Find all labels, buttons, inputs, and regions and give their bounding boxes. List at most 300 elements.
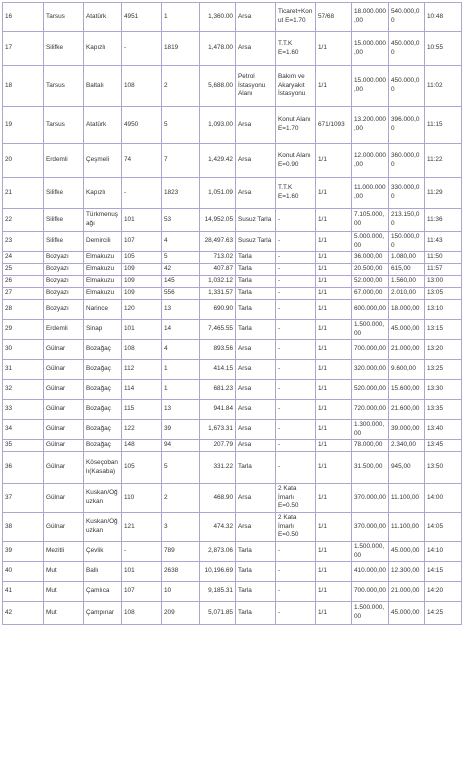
parcel-number-cell: 94 <box>162 440 200 452</box>
area-cell: 2,873.06 <box>200 542 236 562</box>
neighborhood-cell: Türkmenuşağı <box>84 209 122 232</box>
table-row <box>3 340 462 360</box>
area-cell: 893.56 <box>200 340 236 360</box>
table-row <box>3 320 462 340</box>
share-cell: 1/1 <box>316 513 352 542</box>
auction-time-cell: 13:30 <box>425 380 462 400</box>
parcel-number-cell: 5 <box>162 252 200 264</box>
parcel-number-cell: 4 <box>162 340 200 360</box>
table-row <box>3 178 462 209</box>
table-row <box>3 513 462 542</box>
property-type-cell: Arsa <box>236 3 276 32</box>
district-cell: Silifke <box>44 209 84 232</box>
parcel-number-cell: 1 <box>162 360 200 380</box>
estimated-value-cell: 11.000.000,00 <box>352 178 389 209</box>
block-number-cell: 114 <box>122 380 162 400</box>
district-cell: Mut <box>44 562 84 582</box>
auction-time-cell: 14:05 <box>425 513 462 542</box>
block-number-cell: 74 <box>122 144 162 178</box>
zoning-status-cell: Bakım ve Akaryakıt İstasyonu <box>276 66 316 107</box>
parcel-number-cell: 145 <box>162 276 200 288</box>
property-type-cell: Arsa <box>236 400 276 420</box>
table-row <box>3 300 462 320</box>
block-number-cell: 108 <box>122 602 162 625</box>
share-cell: 1/1 <box>316 252 352 264</box>
deposit-cell: 450.000,00 <box>389 66 425 107</box>
deposit-cell: 1.080,00 <box>389 252 425 264</box>
area-cell: 1,429.42 <box>200 144 236 178</box>
neighborhood-cell: Köseçobanlı(Kasaba) <box>84 452 122 484</box>
row-number-cell: 18 <box>3 66 44 107</box>
auction-time-cell: 11:50 <box>425 252 462 264</box>
auction-time-cell: 11:36 <box>425 209 462 232</box>
block-number-cell: 4951 <box>122 3 162 32</box>
property-type-cell: Tarla <box>236 264 276 276</box>
zoning-status-cell: - <box>276 562 316 582</box>
neighborhood-cell: Çamlıca <box>84 582 122 602</box>
estimated-value-cell: 67.000,00 <box>352 288 389 300</box>
row-number-cell: 42 <box>3 602 44 625</box>
auction-time-cell: 11:22 <box>425 144 462 178</box>
property-type-cell: Arsa <box>236 380 276 400</box>
auction-time-cell: 13:05 <box>425 288 462 300</box>
area-cell: 474.32 <box>200 513 236 542</box>
block-number-cell: 105 <box>122 252 162 264</box>
table-row <box>3 144 462 178</box>
zoning-status-cell: - <box>276 209 316 232</box>
neighborhood-cell: Kuskan/Oğuzkan <box>84 484 122 513</box>
parcel-number-cell: 39 <box>162 420 200 440</box>
district-cell: Silifke <box>44 232 84 252</box>
row-number-cell: 31 <box>3 360 44 380</box>
district-cell: Gülnar <box>44 452 84 484</box>
zoning-status-cell: T.T.K E=1.60 <box>276 178 316 209</box>
parcel-number-cell: 556 <box>162 288 200 300</box>
neighborhood-cell: Baltalı <box>84 66 122 107</box>
area-cell: 1,673.31 <box>200 420 236 440</box>
row-number-cell: 39 <box>3 542 44 562</box>
share-cell: 1/1 <box>316 542 352 562</box>
block-number-cell: - <box>122 32 162 66</box>
auction-time-cell: 14:15 <box>425 562 462 582</box>
estimated-value-cell: 1.500.000,00 <box>352 602 389 625</box>
share-cell: 1/1 <box>316 340 352 360</box>
share-cell: 1/1 <box>316 602 352 625</box>
share-cell: 1/1 <box>316 66 352 107</box>
row-number-cell: 22 <box>3 209 44 232</box>
zoning-status-cell: 2 Kata İmarlı E=0.50 <box>276 513 316 542</box>
table-row <box>3 440 462 452</box>
deposit-cell: 21.600,00 <box>389 400 425 420</box>
share-cell: 1/1 <box>316 484 352 513</box>
district-cell: Bozyazı <box>44 264 84 276</box>
zoning-status-cell: - <box>276 232 316 252</box>
table-row <box>3 542 462 562</box>
row-number-cell: 23 <box>3 232 44 252</box>
deposit-cell: 39.000,00 <box>389 420 425 440</box>
table-row <box>3 360 462 380</box>
neighborhood-cell: Elmakuzu <box>84 276 122 288</box>
district-cell: Tarsus <box>44 107 84 144</box>
table-row <box>3 3 462 32</box>
neighborhood-cell: Atatürk <box>84 3 122 32</box>
area-cell: 681.23 <box>200 380 236 400</box>
area-cell: 468.90 <box>200 484 236 513</box>
parcel-number-cell: 789 <box>162 542 200 562</box>
estimated-value-cell: 1.500.000,00 <box>352 320 389 340</box>
zoning-status-cell: 2 Kata İmarlı E=0.50 <box>276 484 316 513</box>
area-cell: 10,196.69 <box>200 562 236 582</box>
row-number-cell: 38 <box>3 513 44 542</box>
area-cell: 28,497.63 <box>200 232 236 252</box>
area-cell: 690.90 <box>200 300 236 320</box>
district-cell: Gülnar <box>44 340 84 360</box>
deposit-cell: 945,00 <box>389 452 425 484</box>
estimated-value-cell: 20.500,00 <box>352 264 389 276</box>
share-cell: 1/1 <box>316 300 352 320</box>
deposit-cell: 45.000,00 <box>389 542 425 562</box>
auction-table <box>2 2 462 625</box>
area-cell: 14,952.05 <box>200 209 236 232</box>
share-cell: 1/1 <box>316 288 352 300</box>
share-cell: 1/1 <box>316 209 352 232</box>
deposit-cell: 15.600,00 <box>389 380 425 400</box>
neighborhood-cell: Kapızlı <box>84 32 122 66</box>
neighborhood-cell: Elmakuzu <box>84 288 122 300</box>
block-number-cell: 109 <box>122 264 162 276</box>
district-cell: Bozyazı <box>44 276 84 288</box>
estimated-value-cell: 18.000.000,00 <box>352 3 389 32</box>
share-cell: 1/1 <box>316 582 352 602</box>
property-type-cell: Tarla <box>236 300 276 320</box>
row-number-cell: 33 <box>3 400 44 420</box>
block-number-cell: 112 <box>122 360 162 380</box>
row-number-cell: 41 <box>3 582 44 602</box>
table-row <box>3 420 462 440</box>
property-type-cell: Tarla <box>236 562 276 582</box>
property-type-cell: Tarla <box>236 542 276 562</box>
table-row <box>3 66 462 107</box>
district-cell: Tarsus <box>44 66 84 107</box>
auction-time-cell: 14:10 <box>425 542 462 562</box>
zoning-status-cell: - <box>276 400 316 420</box>
parcel-number-cell: 209 <box>162 602 200 625</box>
district-cell: Silifke <box>44 32 84 66</box>
parcel-number-cell: 2 <box>162 66 200 107</box>
zoning-status-cell: T.T.K E=1.60 <box>276 32 316 66</box>
table-row <box>3 400 462 420</box>
property-type-cell: Tarla <box>236 602 276 625</box>
zoning-status-cell: Konut Alanı E=0.90 <box>276 144 316 178</box>
neighborhood-cell: Atatürk <box>84 107 122 144</box>
share-cell: 671/1093 <box>316 107 352 144</box>
estimated-value-cell: 1.300.000,00 <box>352 420 389 440</box>
row-number-cell: 20 <box>3 144 44 178</box>
share-cell: 1/1 <box>316 452 352 484</box>
neighborhood-cell: Ballı <box>84 562 122 582</box>
block-number-cell: 101 <box>122 320 162 340</box>
auction-time-cell: 10:48 <box>425 3 462 32</box>
parcel-number-cell: 42 <box>162 264 200 276</box>
parcel-number-cell: 14 <box>162 320 200 340</box>
area-cell: 1,360.00 <box>200 3 236 32</box>
block-number-cell: 101 <box>122 562 162 582</box>
neighborhood-cell: Sinap <box>84 320 122 340</box>
parcel-number-cell: 13 <box>162 400 200 420</box>
row-number-cell: 34 <box>3 420 44 440</box>
district-cell: Erdemli <box>44 320 84 340</box>
area-cell: 713.02 <box>200 252 236 264</box>
property-type-cell: Arsa <box>236 420 276 440</box>
share-cell: 1/1 <box>316 320 352 340</box>
deposit-cell: 2.340,00 <box>389 440 425 452</box>
estimated-value-cell: 600.000,00 <box>352 300 389 320</box>
property-type-cell: Arsa <box>236 178 276 209</box>
auction-time-cell: 10:55 <box>425 32 462 66</box>
row-number-cell: 24 <box>3 252 44 264</box>
property-type-cell: Tarla <box>236 276 276 288</box>
share-cell: 1/1 <box>316 440 352 452</box>
zoning-status-cell: - <box>276 440 316 452</box>
share-cell: 1/1 <box>316 276 352 288</box>
block-number-cell: 4950 <box>122 107 162 144</box>
estimated-value-cell: 52.000,00 <box>352 276 389 288</box>
area-cell: 1,331.57 <box>200 288 236 300</box>
area-cell: 941.84 <box>200 400 236 420</box>
parcel-number-cell: 3 <box>162 513 200 542</box>
auction-time-cell: 13:00 <box>425 276 462 288</box>
deposit-cell: 45.000,00 <box>389 602 425 625</box>
table-row <box>3 276 462 288</box>
share-cell: 1/1 <box>316 264 352 276</box>
estimated-value-cell: 370.000,00 <box>352 484 389 513</box>
auction-time-cell: 13:40 <box>425 420 462 440</box>
share-cell: 1/1 <box>316 360 352 380</box>
share-cell: 57/68 <box>316 3 352 32</box>
neighborhood-cell: Bozağaç <box>84 360 122 380</box>
deposit-cell: 615,00 <box>389 264 425 276</box>
block-number-cell: 109 <box>122 288 162 300</box>
parcel-number-cell: 5 <box>162 452 200 484</box>
estimated-value-cell: 7.105.000,00 <box>352 209 389 232</box>
neighborhood-cell: Demircili <box>84 232 122 252</box>
estimated-value-cell: 5.000.000,00 <box>352 232 389 252</box>
zoning-status-cell: - <box>276 340 316 360</box>
property-type-cell: Arsa <box>236 440 276 452</box>
property-type-cell: Arsa <box>236 144 276 178</box>
district-cell: Bozyazı <box>44 288 84 300</box>
district-cell: Mut <box>44 602 84 625</box>
area-cell: 331.22 <box>200 452 236 484</box>
zoning-status-cell: - <box>276 380 316 400</box>
parcel-number-cell: 1823 <box>162 178 200 209</box>
district-cell: Bozyazı <box>44 300 84 320</box>
block-number-cell: 108 <box>122 66 162 107</box>
row-number-cell: 29 <box>3 320 44 340</box>
area-cell: 1,032.12 <box>200 276 236 288</box>
auction-time-cell: 11:29 <box>425 178 462 209</box>
area-cell: 5,071.85 <box>200 602 236 625</box>
table-row <box>3 232 462 252</box>
district-cell: Silifke <box>44 178 84 209</box>
table-row <box>3 264 462 276</box>
table-row <box>3 209 462 232</box>
area-cell: 7,465.55 <box>200 320 236 340</box>
row-number-cell: 30 <box>3 340 44 360</box>
zoning-status-cell: - <box>276 320 316 340</box>
auction-time-cell: 11:57 <box>425 264 462 276</box>
row-number-cell: 37 <box>3 484 44 513</box>
auction-time-cell: 11:15 <box>425 107 462 144</box>
parcel-number-cell: 10 <box>162 582 200 602</box>
row-number-cell: 27 <box>3 288 44 300</box>
row-number-cell: 26 <box>3 276 44 288</box>
zoning-status-cell: - <box>276 288 316 300</box>
deposit-cell: 540.000,00 <box>389 3 425 32</box>
district-cell: Gülnar <box>44 513 84 542</box>
parcel-number-cell: 53 <box>162 209 200 232</box>
neighborhood-cell: Elmakuzu <box>84 264 122 276</box>
deposit-cell: 330.000,00 <box>389 178 425 209</box>
property-type-cell: Arsa <box>236 484 276 513</box>
district-cell: Gülnar <box>44 420 84 440</box>
block-number-cell: 101 <box>122 209 162 232</box>
district-cell: Mut <box>44 582 84 602</box>
deposit-cell: 45.000,00 <box>389 320 425 340</box>
area-cell: 5,688.00 <box>200 66 236 107</box>
estimated-value-cell: 78.000,00 <box>352 440 389 452</box>
zoning-status-cell: - <box>276 276 316 288</box>
neighborhood-cell: Bozağaç <box>84 380 122 400</box>
zoning-status-cell: - <box>276 264 316 276</box>
neighborhood-cell: Bozağaç <box>84 340 122 360</box>
row-number-cell: 16 <box>3 3 44 32</box>
row-number-cell: 25 <box>3 264 44 276</box>
table-body <box>3 3 462 625</box>
deposit-cell: 396.000,00 <box>389 107 425 144</box>
share-cell: 1/1 <box>316 380 352 400</box>
table-row <box>3 562 462 582</box>
estimated-value-cell: 320.000,00 <box>352 360 389 380</box>
block-number-cell: 121 <box>122 513 162 542</box>
property-type-cell: Susuz Tarla <box>236 232 276 252</box>
parcel-number-cell: 4 <box>162 232 200 252</box>
property-type-cell: Petrol İstasyonu Alanı <box>236 66 276 107</box>
block-number-cell: 115 <box>122 400 162 420</box>
auction-time-cell: 14:00 <box>425 484 462 513</box>
block-number-cell: 120 <box>122 300 162 320</box>
zoning-status-cell: - <box>276 452 316 484</box>
deposit-cell: 11.100,00 <box>389 484 425 513</box>
neighborhood-cell: Çampınar <box>84 602 122 625</box>
deposit-cell: 12.300,00 <box>389 562 425 582</box>
auction-time-cell: 13:20 <box>425 340 462 360</box>
block-number-cell: - <box>122 542 162 562</box>
district-cell: Tarsus <box>44 3 84 32</box>
estimated-value-cell: 410.000,00 <box>352 562 389 582</box>
neighborhood-cell: Bozağaç <box>84 400 122 420</box>
zoning-status-cell: Konut Alanı E=1.70 <box>276 107 316 144</box>
district-cell: Gülnar <box>44 484 84 513</box>
deposit-cell: 1.560,00 <box>389 276 425 288</box>
neighborhood-cell: Bozağaç <box>84 440 122 452</box>
deposit-cell: 21.000,00 <box>389 340 425 360</box>
zoning-status-cell: - <box>276 300 316 320</box>
estimated-value-cell: 370.000,00 <box>352 513 389 542</box>
neighborhood-cell: Çeşmeli <box>84 144 122 178</box>
block-number-cell: 107 <box>122 582 162 602</box>
property-type-cell: Tarla <box>236 582 276 602</box>
area-cell: 407.87 <box>200 264 236 276</box>
share-cell: 1/1 <box>316 32 352 66</box>
row-number-cell: 28 <box>3 300 44 320</box>
area-cell: 207.79 <box>200 440 236 452</box>
area-cell: 9,185.31 <box>200 582 236 602</box>
district-cell: Mezitli <box>44 542 84 562</box>
property-type-cell: Susuz Tarla <box>236 209 276 232</box>
deposit-cell: 450.000,00 <box>389 32 425 66</box>
auction-time-cell: 14:20 <box>425 582 462 602</box>
row-number-cell: 36 <box>3 452 44 484</box>
property-type-cell: Arsa <box>236 32 276 66</box>
estimated-value-cell: 520.000,00 <box>352 380 389 400</box>
block-number-cell: - <box>122 178 162 209</box>
zoning-status-cell: - <box>276 542 316 562</box>
estimated-value-cell: 720.000,00 <box>352 400 389 420</box>
auction-time-cell: 13:10 <box>425 300 462 320</box>
deposit-cell: 2.010,00 <box>389 288 425 300</box>
deposit-cell: 213.150,00 <box>389 209 425 232</box>
neighborhood-cell: Elmakuzu <box>84 252 122 264</box>
table-row <box>3 452 462 484</box>
zoning-status-cell: - <box>276 602 316 625</box>
area-cell: 1,051.09 <box>200 178 236 209</box>
table-row <box>3 288 462 300</box>
share-cell: 1/1 <box>316 178 352 209</box>
auction-time-cell: 11:43 <box>425 232 462 252</box>
auction-time-cell: 13:50 <box>425 452 462 484</box>
neighborhood-cell: Kuskan/Oğuzkan <box>84 513 122 542</box>
estimated-value-cell: 31.500,00 <box>352 452 389 484</box>
share-cell: 1/1 <box>316 562 352 582</box>
property-type-cell: Tarla <box>236 288 276 300</box>
block-number-cell: 110 <box>122 484 162 513</box>
parcel-number-cell: 1 <box>162 380 200 400</box>
share-cell: 1/1 <box>316 400 352 420</box>
block-number-cell: 105 <box>122 452 162 484</box>
parcel-number-cell: 7 <box>162 144 200 178</box>
block-number-cell: 108 <box>122 340 162 360</box>
share-cell: 1/1 <box>316 232 352 252</box>
table-row <box>3 484 462 513</box>
table-row <box>3 380 462 400</box>
estimated-value-cell: 36.000,00 <box>352 252 389 264</box>
parcel-number-cell: 13 <box>162 300 200 320</box>
district-cell: Gülnar <box>44 400 84 420</box>
parcel-number-cell: 5 <box>162 107 200 144</box>
zoning-status-cell: - <box>276 252 316 264</box>
property-type-cell: Arsa <box>236 513 276 542</box>
district-cell: Gülnar <box>44 360 84 380</box>
property-type-cell: Arsa <box>236 360 276 380</box>
table-row <box>3 602 462 625</box>
parcel-number-cell: 1819 <box>162 32 200 66</box>
auction-time-cell: 13:25 <box>425 360 462 380</box>
estimated-value-cell: 15.000.000,00 <box>352 66 389 107</box>
zoning-status-cell: - <box>276 420 316 440</box>
auction-time-cell: 13:15 <box>425 320 462 340</box>
neighborhood-cell: Kapızlı <box>84 178 122 209</box>
